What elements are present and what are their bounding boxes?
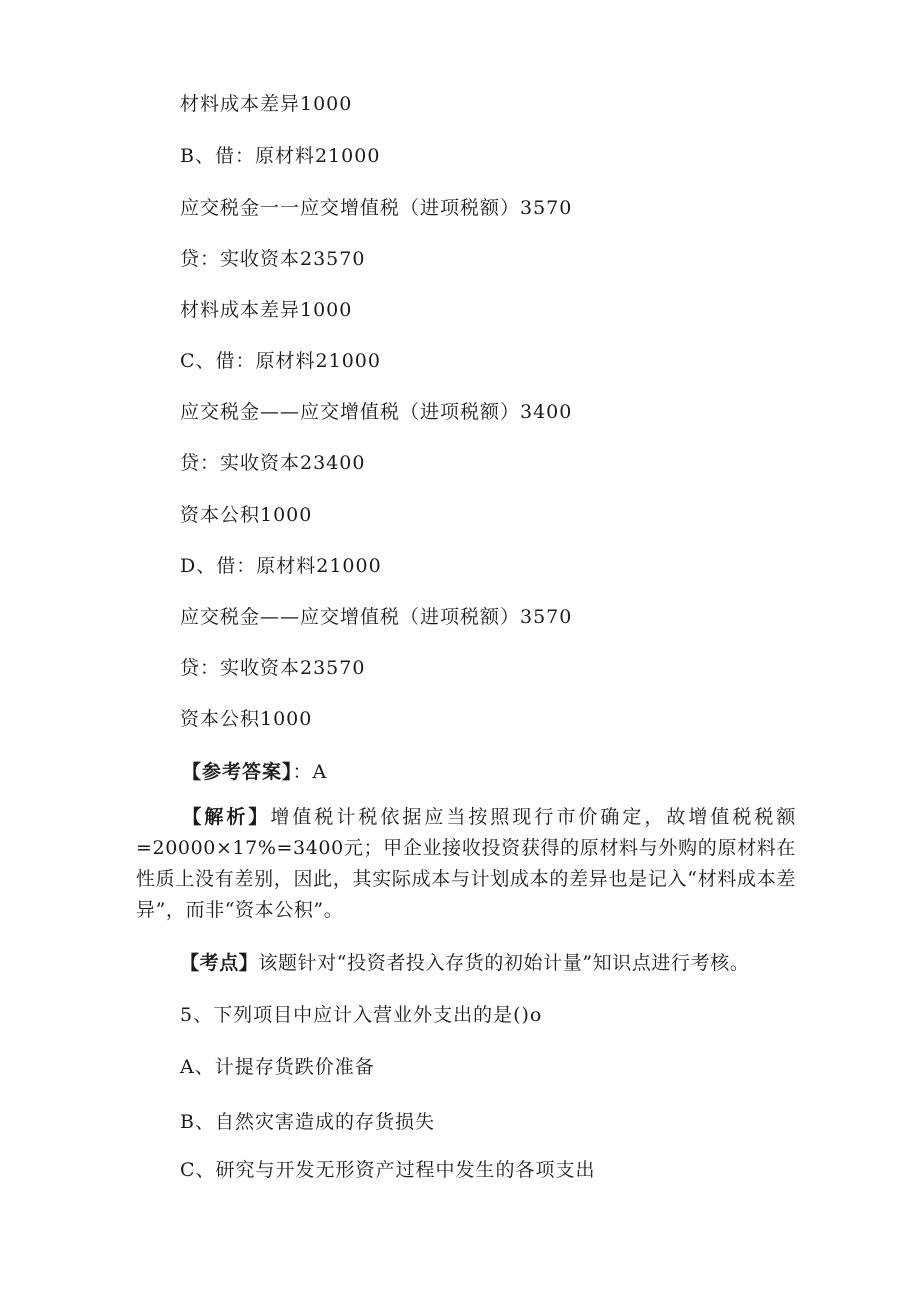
option-d-debit-line: D、借：原材料21000 bbox=[180, 555, 382, 577]
question-5-stem: 5、下列项目中应计入营业外支出的是()o bbox=[180, 1004, 543, 1026]
question-5-option-c: C、研究与开发无形资产过程中发生的各项支出 bbox=[180, 1159, 596, 1181]
text-line: 贷：实收资本23400 bbox=[180, 452, 366, 474]
text-line: 资本公积1000 bbox=[180, 504, 313, 526]
option-c-debit-line: C、借：原材料21000 bbox=[180, 350, 381, 372]
option-b-debit-line: B、借：原材料21000 bbox=[180, 145, 381, 167]
text-line: 应交税金一一应交增值税（进项税额）3570 bbox=[180, 197, 573, 219]
reference-answer bbox=[182, 760, 327, 784]
text-line: 贷：实收资本23570 bbox=[180, 657, 366, 679]
analysis-label: 【解析】 bbox=[180, 806, 271, 828]
point-paragraph bbox=[136, 948, 796, 979]
text-line: 应交税金——应交增值税（进项税额）3400 bbox=[180, 401, 573, 423]
text-line: 应交税金——应交增值税（进项税额）3570 bbox=[180, 606, 573, 628]
point-label: 【考点】 bbox=[180, 952, 259, 974]
text-line: 材料成本差异1000 bbox=[180, 93, 353, 115]
text-line: 资本公积1000 bbox=[180, 708, 313, 730]
analysis-paragraph bbox=[136, 802, 796, 926]
question-5-option-b: B、自然灾害造成的存货损失 bbox=[180, 1111, 435, 1133]
text-line: 贷：实收资本23570 bbox=[180, 248, 366, 270]
question-5-option-a: A、计提存货跌价准备 bbox=[180, 1056, 375, 1078]
answer-label: 【参考答案】 bbox=[182, 761, 293, 783]
answer-value: ：A bbox=[292, 761, 328, 783]
point-text: 该题针对“投资者投入存货的初始计量”知识点进行考核。 bbox=[258, 952, 750, 974]
analysis-text: 增值税计税依据应当按照现行市价确定，故增值税税额=20000×17%=3400元；甲企业接收投资获得的原材料与外购的原材料在性质上没有差别，因此，其实际成本与计划成本的差异也是记入“材料成本差异”，而非“资本公积”。 bbox=[136, 806, 796, 921]
text-line: 材料成本差异1000 bbox=[180, 299, 353, 321]
